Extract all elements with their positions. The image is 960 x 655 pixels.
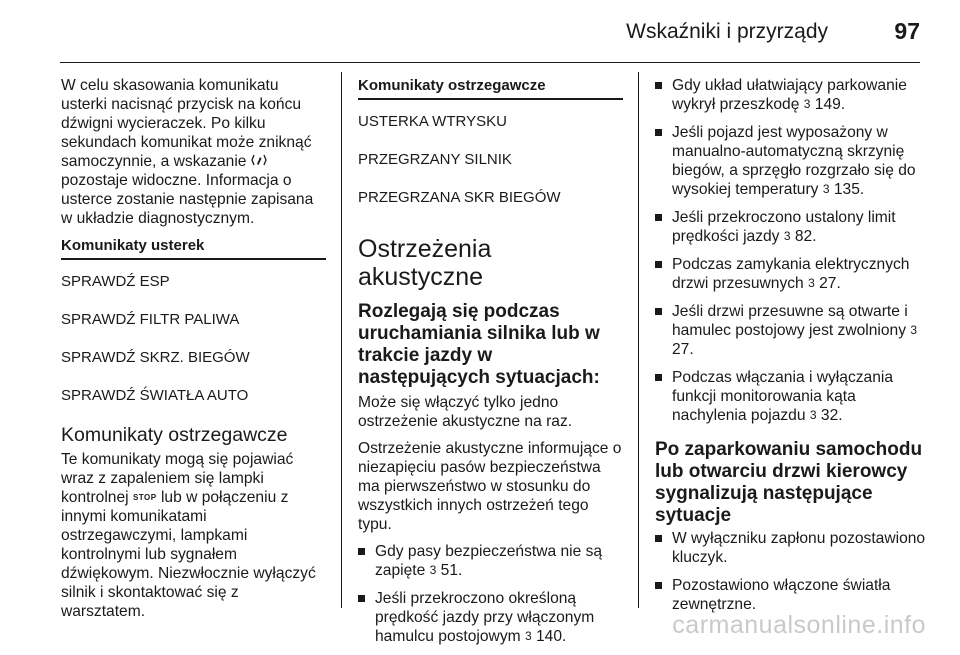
bullet-item bbox=[655, 255, 930, 293]
column-divider bbox=[341, 72, 342, 608]
fault-messages-subheading: Komunikaty usterek bbox=[61, 236, 326, 260]
page-reference[interactable]: 51. bbox=[440, 562, 463, 579]
bullet-item bbox=[655, 368, 930, 425]
warning-messages-heading: Komunikaty ostrzegawcze bbox=[61, 424, 288, 446]
bullet-square-icon bbox=[655, 129, 662, 136]
bullet-square-icon bbox=[655, 82, 662, 89]
page-reference-arrow-icon: 3 bbox=[429, 563, 437, 577]
bullet-item bbox=[655, 576, 930, 614]
bullet-square-icon bbox=[655, 261, 662, 268]
page-reference[interactable]: 140. bbox=[535, 628, 567, 645]
page-reference-arrow-icon: 3 bbox=[803, 97, 811, 111]
bullet-item bbox=[655, 302, 930, 359]
warning-messages-subheading: Komunikaty ostrzegawcze bbox=[358, 76, 623, 100]
page-number: 97 bbox=[894, 18, 920, 44]
bullet-square-icon bbox=[655, 582, 662, 589]
bullet-list bbox=[358, 542, 623, 646]
message-code: SPRAWDŹ ŚWIATŁA AUTO bbox=[61, 387, 249, 404]
page-reference-arrow-icon: 3 bbox=[524, 629, 532, 643]
bullet-item bbox=[358, 589, 623, 646]
paragraph: Ostrzeżenie akustyczne informujące o niezapięciu pasów bezpieczeństwa ma pierwszeństwo w stosunku do wszystkich innych ostrzeżeń tego typu. bbox=[358, 440, 622, 533]
bullet-item bbox=[655, 76, 930, 114]
bullet-item bbox=[655, 529, 930, 567]
bullet-text: Gdy pasy bezpieczeństwa nie są zapięte bbox=[375, 543, 603, 579]
after-parking-heading: Po zaparkowaniu samochodu lub otwarciu drzwi kierowcy sygnalizują następujące sytuacje bbox=[655, 439, 923, 526]
bullet-square-icon bbox=[655, 214, 662, 221]
bullet-list bbox=[655, 529, 930, 614]
page-header bbox=[60, 0, 920, 63]
paragraph: Może się włączyć tylko jedno ostrzeżenie akustyczne na raz. bbox=[358, 394, 573, 430]
acoustic-warnings-heading: Ostrzeżenia akustyczne bbox=[358, 235, 492, 291]
page-reference-arrow-icon: 3 bbox=[809, 408, 817, 422]
bullet-text: Gdy układ ułatwiający parkowanie wykrył przeszkodę bbox=[672, 77, 907, 113]
fault-messages-list bbox=[61, 272, 326, 405]
bullet-item bbox=[655, 208, 930, 246]
page-title: Wskaźniki i przyrządy bbox=[626, 20, 828, 43]
bullet-list bbox=[655, 76, 930, 425]
page-reference[interactable]: 32. bbox=[820, 407, 843, 424]
bullet-square-icon bbox=[655, 374, 662, 381]
bullet-text: Podczas zamykania elektrycznych drzwi przesuwnych bbox=[672, 256, 910, 292]
bullet-text: W wyłączniku zapłonu pozostawiono kluczyk. bbox=[672, 530, 926, 566]
bullet-square-icon bbox=[655, 308, 662, 315]
message-code: SPRAWDŹ FILTR PALIWA bbox=[61, 311, 240, 328]
page-reference-arrow-icon: 3 bbox=[822, 182, 830, 196]
page-reference-arrow-icon: 3 bbox=[808, 276, 815, 290]
column-1 bbox=[61, 76, 326, 621]
warning-messages-list bbox=[358, 112, 623, 207]
page-reference[interactable]: 82. bbox=[794, 228, 817, 245]
bullet-text: Jeśli pojazd jest wyposażony w manualno-automatyczną skrzynię biegów, a sprzęgło rozgrzało się do wysokiej temperatury bbox=[672, 124, 916, 198]
service-vehicle-icon bbox=[251, 153, 267, 167]
message-code: SPRAWDŹ SKRZ. BIEGÓW bbox=[61, 349, 250, 366]
page-reference[interactable]: 135. bbox=[833, 181, 865, 198]
page-reference[interactable]: 27. bbox=[819, 275, 841, 292]
column-divider bbox=[638, 72, 639, 608]
message-code: PRZEGRZANY SILNIK bbox=[358, 151, 512, 168]
bullet-text: Jeśli przekroczono określoną prędkość jazdy przy włączonym hamulcu postojowym bbox=[375, 590, 595, 645]
intro-paragraph: W celu skasowania komunikatu usterki nacisnąć przycisk na końcu dźwigni wycieraczek. Po kilku sekundach komunikat może zniknąć samoczynnie, a wskazanie pozostaje widoczne. Informacja o usterce zostanie następnie zapisana w układzie diagnostycznym. bbox=[61, 77, 314, 227]
bullet-text: Jeśli drzwi przesuwne są otwarte i hamulec postojowy jest zwolniony bbox=[672, 303, 908, 339]
bullet-item bbox=[358, 542, 623, 580]
column-2 bbox=[358, 76, 623, 655]
warning-messages-body: Te komunikaty mogą się pojawiać wraz z zapaleniem się lampki kontrolnej STOP lub w połączeniu z innymi komunikatami ostrzegawczymi, lampkami kontrolnymi lub sygnałem dźwiękowym. Niezwłocznie wyłączyć silnik i skontaktować się z warsztatem. bbox=[61, 451, 316, 620]
page-reference-arrow-icon: 3 bbox=[910, 323, 918, 337]
bullet-text: Jeśli przekroczono ustalony limit prędkości jazdy bbox=[672, 209, 896, 245]
acoustic-conditions-heading: Rozlegają się podczas uruchamiania silnika lub w trakcie jazdy w następujących sytuacjach: bbox=[358, 301, 600, 388]
page-reference[interactable]: 27. bbox=[672, 341, 694, 358]
bullet-square-icon bbox=[655, 535, 662, 542]
message-code: PRZEGRZANA SKR BIEGÓW bbox=[358, 189, 561, 206]
message-code: USTERKA WTRYSKU bbox=[358, 113, 507, 130]
page-reference[interactable]: 149. bbox=[814, 96, 846, 113]
message-code: SPRAWDŹ ESP bbox=[61, 273, 170, 290]
bullet-text: Podczas włączania i wyłączania funkcji monitorowania kąta nachylenia pojazdu bbox=[672, 369, 894, 424]
bullet-text: Pozostawiono włączone światła zewnętrzne. bbox=[672, 577, 891, 613]
bullet-square-icon bbox=[358, 595, 365, 602]
watermark: carmanualsonline.info bbox=[672, 611, 926, 639]
bullet-square-icon bbox=[358, 548, 365, 555]
column-3 bbox=[655, 76, 930, 623]
bullet-item bbox=[655, 123, 930, 199]
page-reference-arrow-icon: 3 bbox=[783, 229, 791, 243]
stop-icon: STOP bbox=[132, 493, 157, 502]
